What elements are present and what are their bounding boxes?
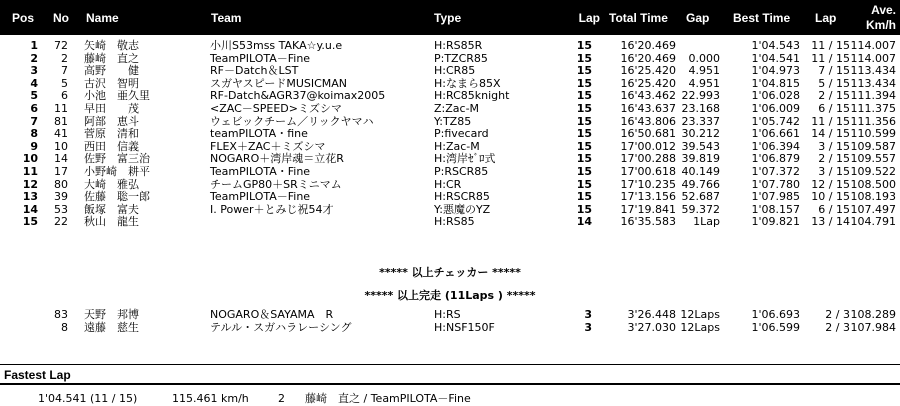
cell-team: RF－Datch＆LST [210,64,299,78]
cell-avg: 107.497 [850,202,896,216]
cell-type: H:湾岸ｾﾞﾛ式 [434,152,496,166]
cell-best-lap: 2 / 3 [825,320,850,334]
cell-best: 1'09.821 [751,215,800,229]
cell-name: 高野 健 [84,64,139,78]
cell-lap: 15 [576,177,592,191]
cell-avg: 110.599 [850,127,896,141]
cell-name: 天野 邦博 [84,308,139,321]
cell-avg: 114.007 [850,39,896,52]
fastest-lap-row [0,392,900,406]
cell-total: 16'43.806 [620,114,676,128]
cell-avg: 107.984 [850,320,896,334]
fastest-lap-time: 1'04.541 (11 / 15) [38,392,138,405]
cell-lap: 15 [576,114,592,128]
cell-name: 早田 茂 [84,102,139,115]
cell-total: 16'43.462 [620,89,676,103]
cell-best: 1'07.985 [751,190,800,204]
cell-name: 佐藤 聡一郎 [84,190,150,204]
cell-type: H:RS85 [434,215,475,229]
cell-lap: 15 [576,190,592,204]
cell-team: <ZAC－SPEED>ミズシマ [210,102,342,115]
cell-gap: 22.993 [681,89,720,103]
cell-team: スガヤスピードMUSICMAN [210,76,348,90]
cell-gap: 12Laps [680,308,720,321]
cell-type: H:CR85 [434,64,476,78]
cell-best: 1'06.693 [751,308,800,321]
cell-total: 16'25.420 [620,76,676,90]
cell-gap: 12Laps [680,320,720,334]
cell-lap: 15 [576,39,592,52]
cell-avg: 109.587 [850,139,896,153]
cell-pos: 10 [22,152,38,166]
cell-lap: 15 [576,139,592,153]
cell-best-lap: 6 / 15 [818,102,850,115]
divider-top [0,364,900,365]
cell-best-lap: 6 / 15 [818,202,850,216]
cell-pos: 14 [22,202,38,216]
cell-gap: 4.951 [688,76,720,90]
cell-gap: 39.819 [681,152,720,166]
cell-best: 1'06.028 [751,89,800,103]
cell-best-lap: 13 / 14 [811,215,850,229]
cell-lap: 15 [576,51,592,65]
cell-pos: 8 [30,127,38,141]
cell-best: 1'05.742 [751,114,800,128]
cell-lap: 3 [584,320,592,334]
header-best-time: Best Time [733,11,791,25]
cell-pos: 3 [30,64,38,78]
cell-type: H:RS [434,308,461,321]
cell-best: 1'04.541 [751,51,800,65]
cell-avg: 104.791 [850,215,896,229]
cell-name: 菅原 清和 [84,127,139,141]
cell-name: 小野崎 耕平 [84,165,150,178]
header-lap: Lap [578,11,600,25]
cell-avg: 114.007 [850,51,896,65]
cell-type: H:Zac-M [434,139,480,153]
cell-name: 西田 信義 [84,139,139,153]
cell-gap: 23.337 [681,114,720,128]
cell-name: 飯塚 富夫 [84,202,139,216]
cell-lap: 15 [576,127,592,141]
cell-lap: 15 [576,89,592,103]
cell-gap: 30.212 [681,127,720,141]
cell-best: 1'06.661 [751,127,800,141]
header-team: Team [211,11,242,25]
cell-total: 3'27.030 [627,320,676,334]
fastest-lap-driver: 藤崎 直之 / TeamPILOTA－Fine [305,392,471,405]
cell-total: 16'43.637 [620,102,676,115]
cell-best-lap: 2 / 3 [825,308,850,321]
cell-gap: 40.149 [681,165,720,178]
finished-caption: ***** 以上完走 (11Laps ) ***** [364,289,536,302]
cell-team: TeamPILOTA・Fine [210,165,311,178]
cell-type: P:RSCR85 [434,165,489,178]
results-header [0,0,900,35]
cell-no: 14 [54,152,68,166]
cell-team: NOGARO＋湾岸魂＝立花R [210,152,344,166]
cell-best-lap: 10 / 15 [811,190,850,204]
cell-team: NOGARO＆SAYAMA R [210,308,334,321]
cell-best: 1'04.815 [751,76,800,90]
cell-type: Y:悪魔のYZ [434,202,491,216]
cell-avg: 108.500 [850,177,896,191]
cell-team: RF-Datch&AGR37@koimax2005 [210,89,386,103]
cell-type: P:TZCR85 [434,51,488,65]
cell-gap: 1Lap [693,215,720,229]
cell-no: 8 [61,320,68,334]
cell-pos: 6 [30,102,38,115]
cell-best-lap: 2 / 15 [818,152,850,166]
cell-no: 7 [61,64,68,78]
cell-team: TeamPILOTA－Fine [210,51,311,65]
cell-team: TeamPILOTA－Fine [210,190,311,204]
cell-gap: 59.372 [681,202,720,216]
cell-best-lap: 11 / 15 [811,51,850,65]
cell-pos: 9 [30,139,38,153]
cell-best-lap: 3 / 15 [818,165,850,178]
cell-best-lap: 5 / 15 [818,76,850,90]
result-row [0,215,900,229]
cell-best-lap: 14 / 15 [811,127,850,141]
cell-gap: 4.951 [688,64,720,78]
cell-total: 17'10.235 [620,177,676,191]
header-type: Type [434,11,462,25]
cell-team: テルル・スガハラレーシング [210,320,352,334]
cell-no: 41 [54,127,68,141]
cell-pos: 4 [30,76,38,90]
cell-total: 17'19.841 [620,202,676,216]
cell-avg: 113.434 [850,76,896,90]
cell-team: チームGP80＋SRミニマム [210,177,342,191]
cell-type: Z:Zac-M [434,102,480,115]
cell-gap: 52.687 [681,190,720,204]
cell-name: 小池 亜久里 [84,89,150,103]
cell-no: 11 [54,102,68,115]
cell-best: 1'07.372 [751,165,800,178]
cell-avg: 109.557 [850,152,896,166]
cell-avg: 109.522 [850,165,896,178]
cell-avg: 111.394 [850,89,896,103]
cell-name: 藤崎 直之 [84,51,139,65]
cell-best-lap: 3 / 15 [818,139,850,153]
cell-no: 5 [61,76,68,90]
cell-pos: 15 [22,215,38,229]
cell-best: 1'06.394 [751,139,800,153]
cell-no: 39 [54,190,68,204]
cell-no: 80 [54,177,68,191]
cell-total: 16'20.469 [620,39,676,52]
cell-no: 53 [54,202,68,216]
cell-name: 阿部 恵斗 [84,114,139,128]
cell-lap: 3 [584,308,592,321]
cell-no: 10 [54,139,68,153]
header-avg: Ave. [871,3,896,17]
cell-type: H:RSCR85 [434,190,490,204]
cell-pos: 12 [22,177,38,191]
cell-name: 秋山 龍生 [84,215,139,229]
cell-gap: 0.000 [688,51,720,65]
cell-no: 22 [54,215,68,229]
cell-type: P:fivecard [434,127,489,141]
cell-total: 17'00.012 [620,139,676,153]
cell-pos: 1 [30,39,38,52]
cell-name: 佐野 富三治 [84,152,150,166]
cell-avg: 108.193 [850,190,896,204]
cell-type: H:RS85R [434,39,483,52]
cell-no: 17 [54,165,68,178]
cell-best: 1'06.599 [751,320,800,334]
cell-total: 16'25.420 [620,64,676,78]
cell-total: 16'50.681 [620,127,676,141]
fastest-lap-speed: 115.461 km/h [172,392,249,405]
checker-caption: ***** 以上チェッカー ***** [379,266,521,279]
cell-best-lap: 11 / 15 [811,114,850,128]
cell-name: 遠藤 慈生 [84,320,139,334]
cell-gap: 39.543 [681,139,720,153]
cell-pos: 13 [22,190,38,204]
cell-pos: 7 [30,114,38,128]
cell-team: FLEX＋ZAC＋ミズシマ [210,139,326,153]
cell-best-lap: 7 / 15 [818,64,850,78]
non-classified-row [0,321,900,335]
cell-best: 1'06.879 [751,152,800,166]
cell-no: 6 [61,89,68,103]
header-best-lap: Lap [815,11,837,25]
cell-lap: 14 [576,215,592,229]
header-avg-unit: Km/h [866,18,896,32]
cell-name: 古沢 智明 [84,76,139,90]
cell-team: I. Power＋とみじ祝54才 [210,202,334,216]
cell-lap: 15 [576,102,592,115]
cell-lap: 15 [576,76,592,90]
cell-pos: 2 [30,51,38,65]
cell-avg: 108.289 [850,308,896,321]
cell-total: 17'13.156 [620,190,676,204]
cell-gap: 23.168 [681,102,720,115]
header-no: No [53,11,69,25]
cell-team: teamPILOTA・fine [210,127,308,141]
cell-avg: 111.356 [850,114,896,128]
cell-best-lap: 2 / 15 [818,89,850,103]
cell-type: Y:TZ85 [434,114,472,128]
cell-lap: 15 [576,165,592,178]
cell-gap: 49.766 [681,177,720,191]
cell-avg: 113.434 [850,64,896,78]
cell-best-lap: 12 / 15 [811,177,850,191]
header-pos: Pos [12,11,35,25]
cell-lap: 15 [576,152,592,166]
cell-best: 1'06.009 [751,102,800,115]
header-total-time: Total Time [609,11,668,25]
cell-avg: 111.375 [850,102,896,115]
fastest-lap-no: 2 [278,392,285,405]
cell-type: H:CR [434,177,462,191]
cell-team: ウェビックチーム／リックヤマハ [210,114,374,128]
header-name: Name [86,11,119,25]
cell-name: 矢崎 敬志 [84,39,139,52]
cell-total: 16'35.583 [620,215,676,229]
cell-best: 1'04.543 [751,39,800,52]
cell-total: 16'20.469 [620,51,676,65]
cell-best: 1'08.157 [751,202,800,216]
divider-bottom [0,383,900,385]
cell-total: 17'00.288 [620,152,676,166]
cell-no: 2 [61,51,68,65]
cell-lap: 15 [576,64,592,78]
cell-total: 17'00.618 [620,165,676,178]
cell-no: 83 [54,308,68,321]
cell-type: H:NSF150F [434,320,495,334]
cell-best: 1'04.973 [751,64,800,78]
cell-total: 3'26.448 [627,308,676,321]
cell-pos: 11 [22,165,38,178]
cell-type: H:なまら85X [434,76,501,90]
cell-best-lap: 11 / 15 [811,39,850,52]
header-gap: Gap [686,11,710,25]
cell-no: 81 [54,114,68,128]
cell-team: 小川S53mss TAKA☆y.u.e [210,39,343,52]
cell-pos: 5 [30,89,38,103]
cell-name: 大崎 雅弘 [84,177,139,191]
cell-lap: 15 [576,202,592,216]
cell-no: 72 [54,39,68,52]
cell-type: H:RC85knight [434,89,510,103]
cell-best: 1'07.780 [751,177,800,191]
fastest-lap-title: Fastest Lap [4,368,71,382]
